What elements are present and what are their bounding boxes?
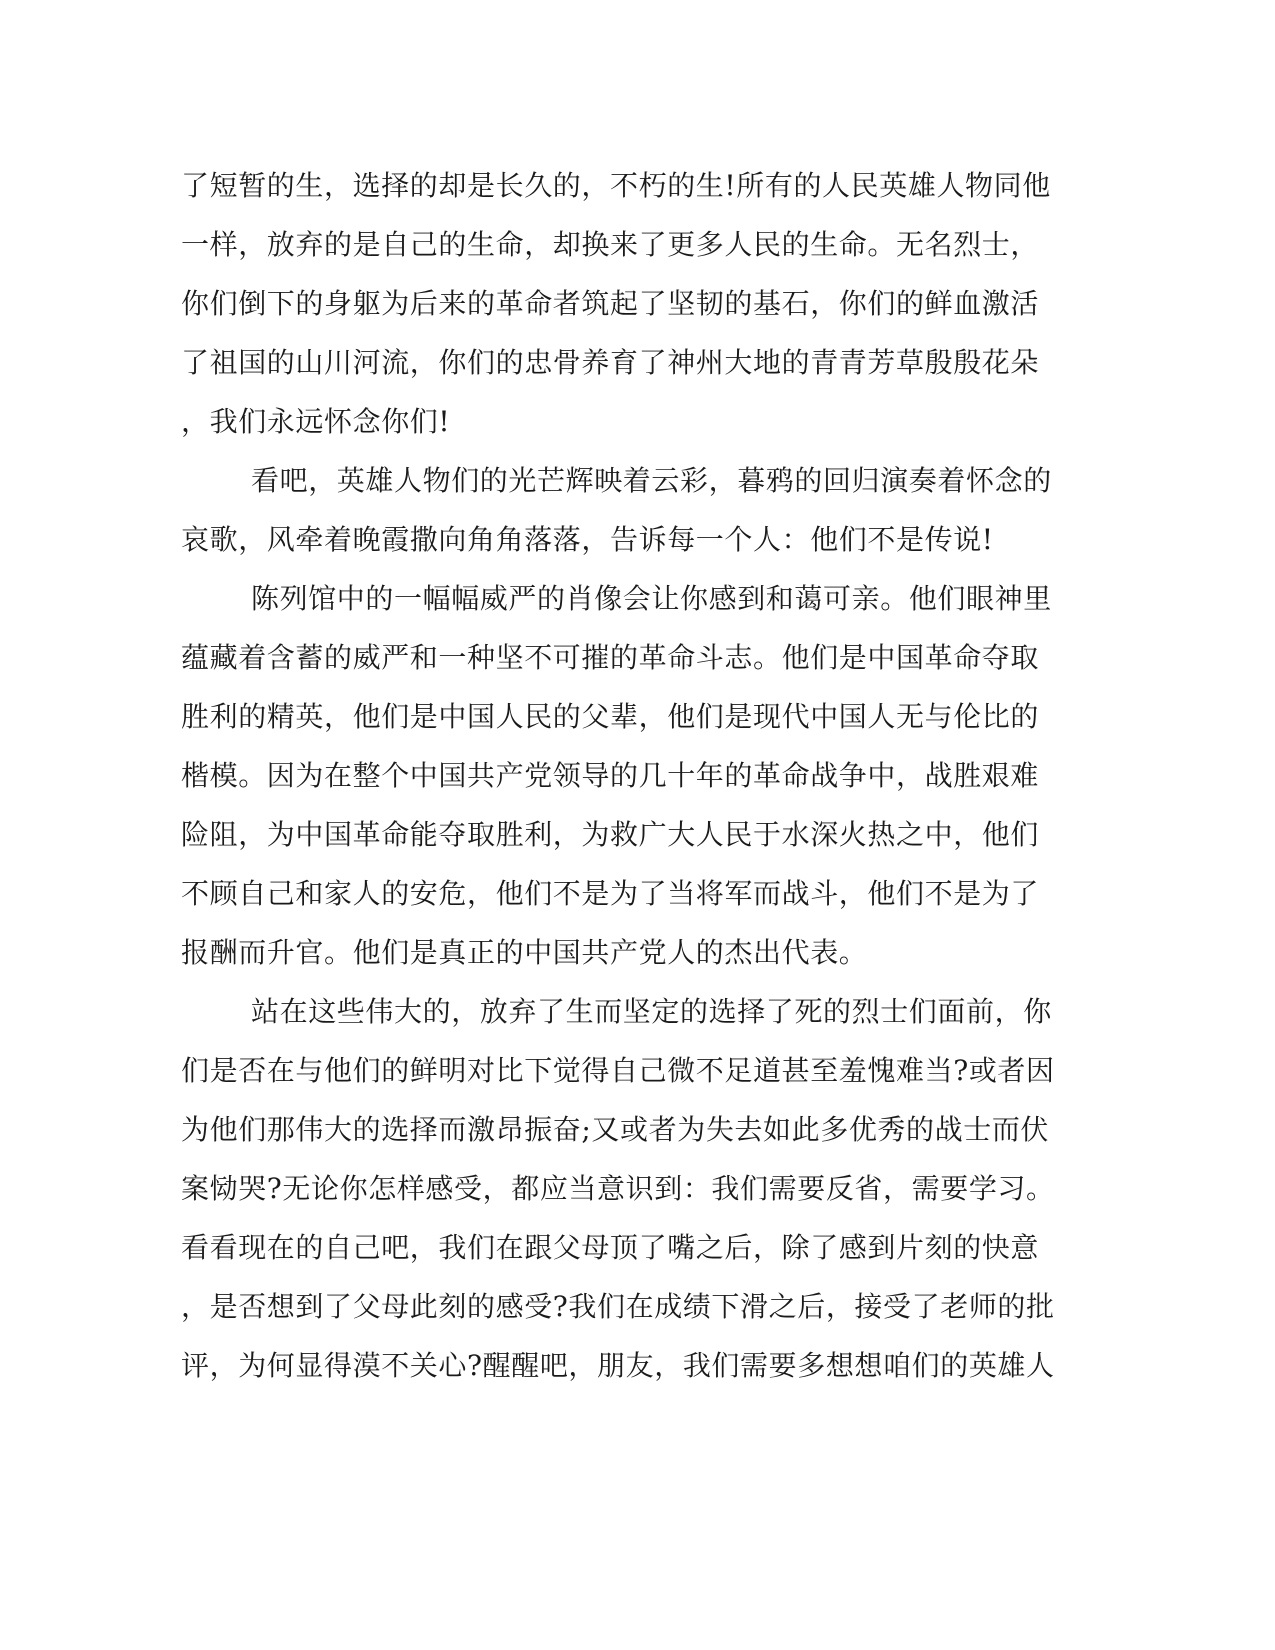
text-line: 楷模。因为在整个中国共产党领导的几十年的革命战争中，战胜艰难 — [181, 759, 1040, 792]
text-line: 了祖国的山川河流，你们的忠骨养育了神州大地的青青芳草殷殷花朵 — [181, 346, 1040, 379]
text-line: 陈列馆中的一幅幅威严的肖像会让你感到和蔼可亲。他们眼神里 — [251, 582, 1052, 615]
text-line: 了短暂的生，选择的却是长久的，不朽的生!所有的人民英雄人物同他 — [181, 169, 1051, 202]
text-line: 评，为何显得漠不关心?醒醒吧，朋友，我们需要多想想咱们的英雄人 — [181, 1349, 1055, 1382]
text-line: 你们倒下的身躯为后来的革命者筑起了坚韧的基石，你们的鲜血激活 — [181, 287, 1040, 320]
text-line: 哀歌，风牵着晚霞撒向角角落落，告诉每一个人：他们不是传说! — [181, 523, 994, 556]
text-line: 站在这些伟大的，放弃了生而坚定的选择了死的烈士们面前，你 — [251, 995, 1052, 1028]
text-line: 一样，放弃的是自己的生命，却换来了更多人民的生命。无名烈士， — [181, 228, 1040, 261]
text-line: 报酬而升官。他们是真正的中国共产党人的杰出代表。 — [181, 936, 868, 969]
document-body — [181, 156, 1061, 1395]
text-line: 为他们那伟大的选择而激昂振奋;又或者为失去如此多优秀的战士而伏 — [181, 1113, 1050, 1146]
text-line: 看吧，英雄人物们的光芒辉映着云彩，暮鸦的回归演奏着怀念的 — [251, 464, 1052, 497]
text-line: 不顾自己和家人的安危，他们不是为了当将军而战斗，他们不是为了 — [181, 877, 1040, 910]
text-line: 胜利的精英，他们是中国人民的父辈，他们是现代中国人无与伦比的 — [181, 700, 1040, 733]
text-line: 看看现在的自己吧，我们在跟父母顶了嘴之后，除了感到片刻的快意 — [181, 1231, 1040, 1264]
text-line: 蕴藏着含蓄的威严和一种坚不可摧的革命斗志。他们是中国革命夺取 — [181, 641, 1040, 674]
text-line: ，是否想到了父母此刻的感受?我们在成绩下滑之后，接受了老师的批 — [181, 1290, 1055, 1323]
text-line: 案恸哭?无论你怎样感受，都应当意识到：我们需要反省，需要学习。 — [181, 1172, 1055, 1205]
text-line: 险阻，为中国革命能夺取胜利，为救广大人民于水深火热之中，他们 — [181, 818, 1040, 851]
text-line: ，我们永远怀念你们! — [181, 405, 451, 438]
text-line: 们是否在与他们的鲜明对比下觉得自己微不足道甚至羞愧难当?或者因 — [181, 1054, 1055, 1087]
